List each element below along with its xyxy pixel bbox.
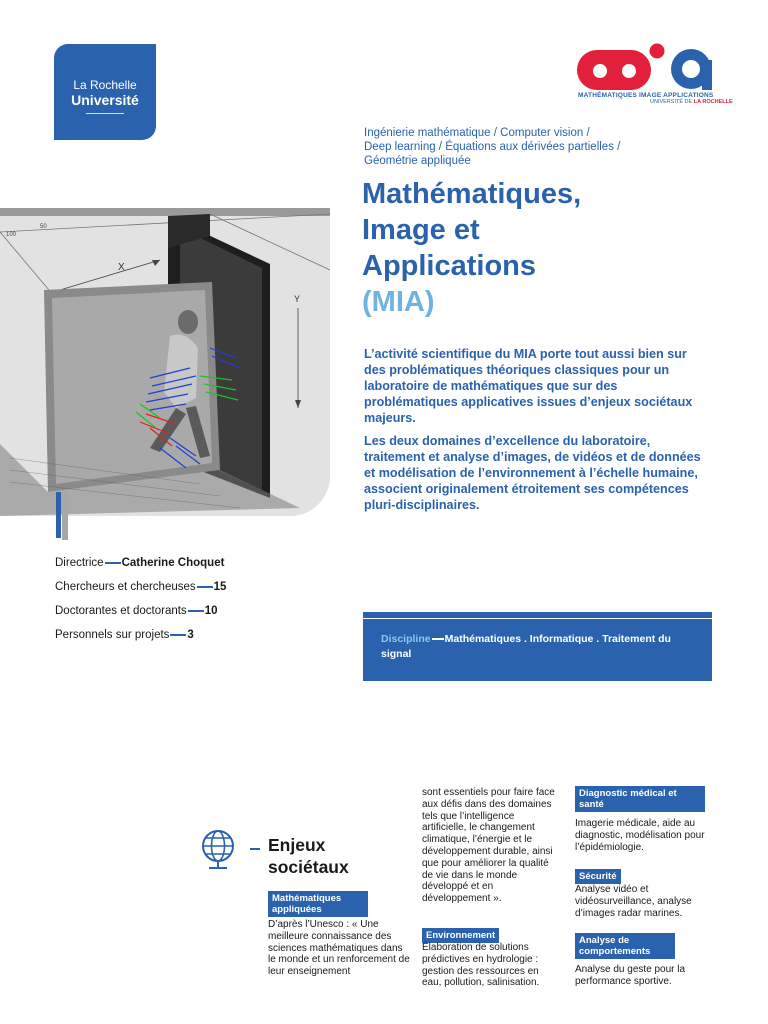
mia-logo-subtitle: MATHÉMATIQUES IMAGE APPLICATIONS (578, 92, 714, 99)
keywords-line2: Deep learning / Équations aux dérivées partielles / (364, 141, 621, 153)
mia-logo (572, 42, 733, 108)
enjeux-dash (250, 848, 260, 850)
university-logo (54, 44, 156, 140)
tag-behavior: Analyse de comportements (575, 933, 675, 959)
keywords (364, 126, 704, 168)
keywords-line1: Ingénierie mathématique / Computer vision / (364, 127, 590, 139)
stat-researchers: Chercheurs et chercheuses 15 (55, 581, 227, 593)
text-medical: Imagerie médicale, aide au diagnostic, modélisation pour l’épidémiologie. (575, 818, 705, 853)
axis-label-y: Y (294, 294, 301, 304)
text-behavior: Analyse du geste pour la performance sportive. (575, 964, 686, 987)
globe-icon (198, 828, 238, 872)
stat-phd: Doctorantes et doctorants 10 (55, 605, 218, 617)
discipline-text: Discipline Mathématiques . Informatique . Traitement du signal (381, 633, 671, 660)
stat-project-staff: Personnels sur projets 3 (55, 629, 194, 641)
mia-logo-graphic (572, 42, 720, 92)
title-line1: Mathématiques, (362, 178, 582, 210)
tag-applied-maths: Mathématiques appliquées (268, 891, 368, 917)
intro-paragraph-2: Les deux domaines d’excellence du laboratoire, traitement et analyse d’images, de vidéos et de données et modélisation de l’environnement à l’échelle humaine, associent originalement étroitement ses compétences pluri-disciplinaires. (364, 434, 701, 512)
text-security: Analyse vidéo et vidéosurveillance, analyse d’images radar marines. (575, 884, 692, 919)
lab-stats (55, 551, 226, 647)
text-applied-maths-part2: sont essentiels pour faire face aux défis dans des domaines tels que l’intelligence artificielle, le changement climatique, l’énergie et le développement durable, ainsi que pour améliorer la qualité de vie dans le monde développé et en développement ». (422, 787, 555, 905)
decorative-bar-grey (62, 492, 68, 540)
stat-director: Directrice Catherine Choquet (55, 557, 225, 569)
tag-environment: Environnement (422, 925, 499, 943)
axis-tick-50: 50 (40, 224, 47, 230)
intro-text (364, 346, 712, 520)
mia-logo-university: UNIVERSITÉ DE LA ROCHELLE (650, 99, 733, 105)
enjeux-title: Enjeux sociétaux (268, 835, 349, 877)
intro-paragraph-1: L’activité scientifique du MIA porte tout aussi bien sur des problématiques théoriques classiques pour un laboratoire de mathématiques que sur des problématiques applicatives issues d’enjeux sociétaux majeurs. (364, 347, 693, 425)
axis-tick-100: 100 (6, 232, 17, 238)
logo-line1: La Rochelle (73, 78, 137, 92)
page-title (362, 176, 702, 320)
decorative-bar-blue (56, 492, 61, 538)
discipline-box (363, 619, 712, 681)
logo-line2: Université (71, 92, 139, 108)
title-acronym: (MIA) (362, 286, 435, 318)
text-environment: Élaboration de solutions prédictives en hydrologie : gestion des ressources en eau, pollution, salinisation. (422, 942, 540, 989)
keywords-line3: Géométrie appliquée (364, 155, 471, 167)
video-volume-figure (0, 208, 330, 516)
text-applied-maths-part1: D’après l’Unesco : « Une meilleure connaissance des sciences mathématiques dans le monde et un renforcement de leur enseignement (268, 919, 410, 978)
axis-label-x: X (118, 262, 125, 273)
title-line3: Applications (362, 250, 537, 282)
tag-medical: Diagnostic médical et santé (575, 786, 705, 812)
tag-security: Sécurité (575, 866, 621, 884)
discipline-top-rule (363, 612, 712, 618)
title-line2: Image et (362, 214, 480, 246)
logo-rule (86, 113, 124, 114)
